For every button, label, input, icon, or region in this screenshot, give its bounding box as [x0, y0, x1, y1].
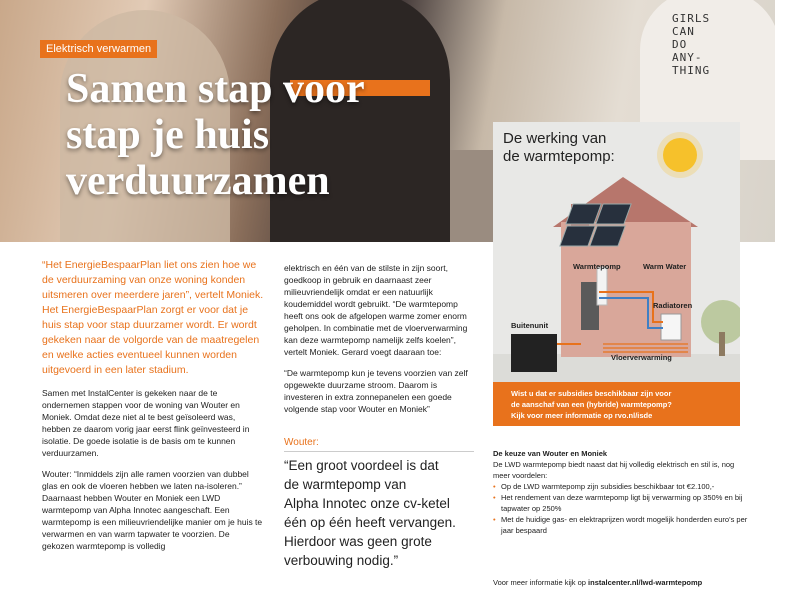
heatpump-infographic: [493, 122, 740, 382]
tree-trunk: [719, 332, 725, 356]
more-info: [493, 578, 702, 587]
quote-line: de warmtepomp van: [284, 477, 407, 492]
subsidy-line: Wist u dat er subsidies beschikbaar zijn voor: [511, 389, 672, 398]
label-radiatoren: Radiatoren: [653, 301, 693, 310]
outdoor-unit: [511, 334, 557, 372]
bullet-icon: •: [493, 482, 496, 491]
shirt-line: THING: [672, 64, 711, 77]
water-tank: [597, 267, 607, 305]
quote-line: Alpha Innotec onze cv-ketel: [284, 496, 450, 511]
subsidy-line: de aanschaf van een (hybride) warmtepomp?: [511, 400, 672, 409]
infographic-title: [503, 130, 615, 166]
column-middle: [284, 262, 476, 424]
headline-line: verduurzamen: [66, 158, 330, 204]
keuze-intro: De LWD warmtepomp biedt naast dat hij volledig elektrisch en stil is, nog meer voordelen:: [493, 460, 735, 480]
column-left: [42, 258, 264, 561]
infographic-title-line: De werking van: [503, 130, 607, 147]
quote-line: verbouwing nodig.”: [284, 553, 399, 568]
bullet-icon: •: [493, 515, 496, 524]
headline: [66, 66, 365, 204]
more-info-prefix: Voor meer informatie kijk op: [493, 578, 589, 587]
body-paragraph: “De warmtepomp kun je tevens voorzien van zelf opgewekte duurzame stroom. Daarom is investeren in extra zonnepanelen een goede volgende stap voor Wouter en Moniek”: [284, 368, 468, 414]
keuze-heading: De keuze van Wouter en Moniek: [493, 449, 608, 458]
bullet-icon: •: [493, 493, 496, 502]
sun-icon: [663, 138, 697, 172]
indoor-unit: [581, 282, 599, 330]
shirt-line: ANY-: [672, 51, 703, 64]
body-paragraph: Samen met InstalCenter is gekeken naar de te ondernemen stappen voor de woning van Wouter en Moniek. Omdat deze niet al te best geïsoleerd was, hebben ze daarom vorig jaar eerst flink geïnvesteerd in isolatie. De goede isolatie is de basis om te kunnen verduurzamen.: [42, 388, 250, 458]
shirt-line: GIRLS: [672, 12, 711, 25]
headline-line: Samen stap voor: [66, 66, 365, 112]
shirt-line: DO: [672, 38, 688, 51]
quote-divider: [284, 451, 474, 452]
benefit-list: [493, 481, 753, 536]
label-warmtepomp: Warmtepomp: [573, 262, 621, 271]
body-paragraph: Wouter: “Inmiddels zijn alle ramen voorzien van dubbel glas en ook de vloeren hebben we laten na-isoleren.” Daarnaast hebben Wouter en Moniek een LWD warmtepomp van Alpha Innotec aangeschaft. Een warmtepomp is een milieuvriendelijke manier om je huis te verwarmen en van warm tapwater te voorzien. De gekozen warmtepomp is volledig: [42, 469, 263, 551]
benefit-text: Het rendement van deze warmtepomp ligt bij verwarming op 350% en bij tapwater op 250%: [501, 493, 743, 513]
benefit-text: Op de LWD warmtepomp zijn subsidies beschikbaar tot €2.100,-: [501, 482, 715, 491]
subsidy-link[interactable]: Kijk voor meer informatie op rvo.nl/isde: [511, 411, 653, 420]
infographic-title-line: de warmtepomp:: [503, 148, 615, 165]
subsidy-banner: [493, 382, 740, 426]
quote-line: één op één heeft vervangen.: [284, 515, 456, 530]
benefit-item: [493, 481, 753, 492]
quote-line: “Een groot voordeel is dat: [284, 458, 439, 473]
quote-line: Hierdoor was geen grote: [284, 534, 432, 549]
headline-line: stap je huis: [66, 112, 270, 158]
section-tag: Elektrisch verwarmen: [40, 40, 157, 58]
lead-paragraph: “Het EnergieBespaarPlan liet ons zien hoe we de verduurzaming van onze woning konden uitsmeren over meerdere jaren”, vertelt Moniek. Het EnergieBespaarPlan zorgt er voor dat je huis stap voor stap duurzamer wordt. Er wordt gekeken naar de volgorde van de maatregelen en welke acties eventueel kunnen worden uitgevoerd in een later stadium.: [42, 259, 264, 376]
shirt-line: CAN: [672, 25, 695, 38]
label-warm-water: Warm Water: [643, 262, 687, 271]
quote-label: Wouter:: [284, 437, 319, 448]
more-info-link[interactable]: instalcenter.nl/lwd-warmtepomp: [588, 578, 703, 587]
benefit-item: [493, 514, 753, 536]
label-buitenunit: Buitenunit: [511, 321, 549, 330]
benefit-item: [493, 492, 753, 514]
pull-quote: [284, 456, 484, 570]
benefit-text: Met de huidige gas- en elektraprijzen wordt mogelijk honderden euro’s per jaar bespaard: [501, 515, 748, 535]
radiator-icon: [661, 314, 681, 340]
shirt-print: [672, 12, 710, 77]
keuze-section: [493, 448, 753, 536]
body-paragraph: elektrisch en één van de stilste in zijn soort, goedkoop in gebruik en daarnaast zeer milieuvriendelijk omdat er een natuurlijk koudemiddel wordt gebruikt. “De warmtepomp heeft ons ook de afgelopen warme zomer enorm geholpen. In combinatie met de vloerverwarming kan deze warmtepomp namelijk zelfs koelen”, vertelt Moniek. Gerard voegt daaraan toe:: [284, 263, 468, 357]
label-vloerverwarming: Vloerverwarming: [611, 353, 672, 362]
